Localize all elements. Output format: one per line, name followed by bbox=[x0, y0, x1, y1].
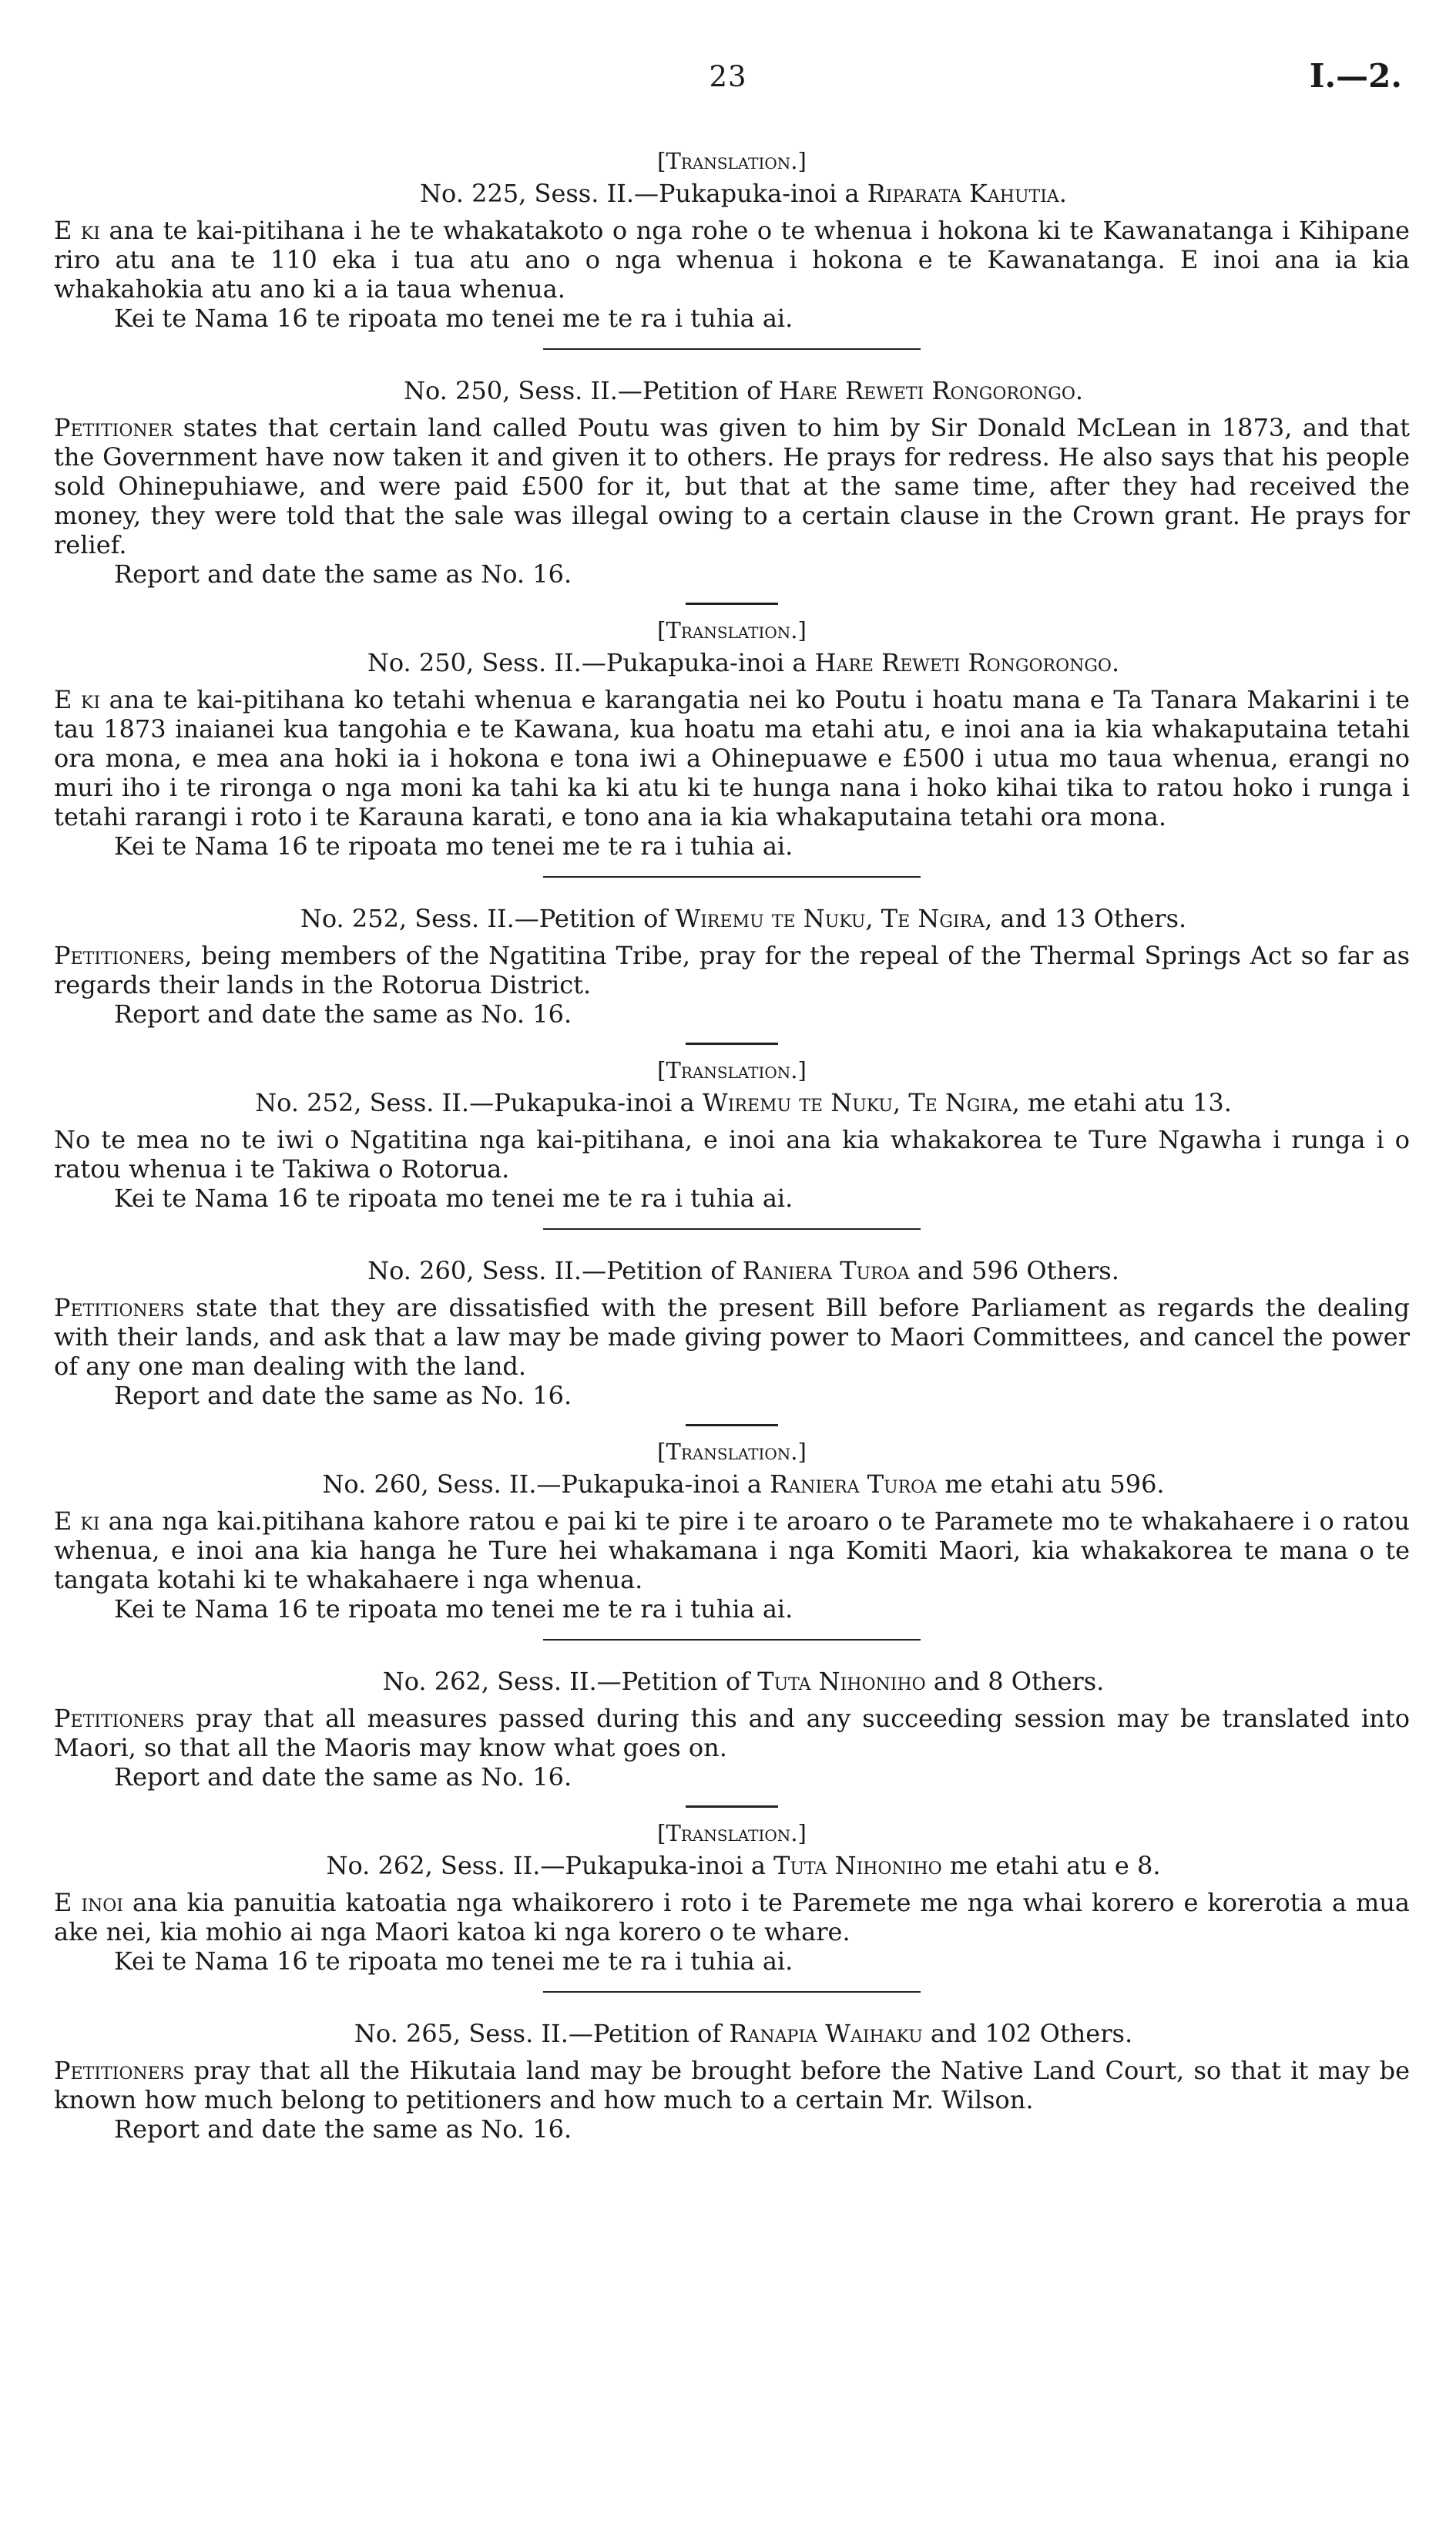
petition-report: Kei te Nama 16 te ripoata mo tenei me te ra i tuhia ai. bbox=[114, 831, 793, 861]
petition-block bbox=[54, 616, 1410, 861]
petition-report: Report and date the same as No. 16. bbox=[114, 1762, 572, 1792]
petition-heading: No. 225, Sess. II.—Pukapuka-inoi a Riparata Kahutia. bbox=[420, 179, 1067, 208]
petition-heading: No. 250, Sess. II.—Pukapuka-inoi a Hare Reweti Rongorongo. bbox=[367, 648, 1120, 677]
petitioner-names: Hare Reweti Rongorongo bbox=[778, 376, 1075, 405]
document-body bbox=[54, 146, 1410, 2144]
section-divider bbox=[543, 1228, 921, 1230]
page-number: 23 bbox=[709, 60, 747, 93]
petition-block bbox=[54, 1819, 1410, 1976]
petition-heading: No. 252, Sess. II.—Pukapuka-inoi a Wiremu te Nuku, Te Ngira, me etahi atu 13. bbox=[255, 1088, 1232, 1117]
petition-block bbox=[54, 901, 1410, 1029]
petition-heading: No. 250, Sess. II.—Petition of Hare Reweti Rongorongo. bbox=[403, 376, 1084, 405]
petitioner-names: Hare Reweti Rongorongo bbox=[814, 648, 1112, 677]
petition-block bbox=[54, 146, 1410, 333]
petition-body: E ki ana te kai-pitihana ko tetahi whenua e karangatia nei ko Poutu i hoatu mana e Ta Tanara Makarini i te tau 1873 inaianei kua tangohia e te Kawana, kua hoatu ma etahi atu, e inoi ana ia kia whakaputaina tetahi ora mona, e mea ana hoki ia i hokona e tona iwi a Ohinepuawe e £500 i utua mo taua whenua, erangi no muri iho i te rironga o nga moni ka tahi ka ki atu ki te hunga nana i hoko kihai tika to ratou hoko i runga i tetahi rarangi i roto i te Karauna karati, e tono ana ia kia whakaputaina tetahi ora mona. bbox=[54, 685, 1410, 831]
translation-tag: [Translation.] bbox=[657, 617, 807, 643]
petition-report: Report and date the same as No. 16. bbox=[114, 999, 572, 1029]
petitioner-names: Tuta Nihoniho bbox=[773, 1851, 942, 1880]
translation-divider bbox=[686, 1805, 778, 1808]
petition-body: Petitioners state that they are dissatisfied with the present Bill before Parliament as regards the dealing with their lands, and ask that a law may be made giving power to Maori Committees, and cancel the power of any one man dealing with the land. bbox=[54, 1293, 1410, 1381]
petition-report: Kei te Nama 16 te ripoata mo tenei me te ra i tuhia ai. bbox=[114, 1594, 793, 1624]
petition-report: Report and date the same as No. 16. bbox=[114, 559, 572, 589]
petition-report: Report and date the same as No. 16. bbox=[114, 2114, 572, 2144]
petition-body: Petitioners pray that all measures passed during this and any succeeding session may be translated into Maori, so that all the Maoris may know what goes on. bbox=[54, 1704, 1410, 1762]
petition-heading: No. 265, Sess. II.—Petition of Ranapia Waihaku and 102 Others. bbox=[354, 2019, 1133, 2048]
section-divider bbox=[543, 1639, 921, 1641]
petitioner-names: Raniera Turoa bbox=[770, 1469, 938, 1499]
petition-body: E ki ana nga kai.pitihana kahore ratou e pai ki te pire i te aroaro o te Paramete mo te whakahaere i o ratou whenua, e inoi ana kia hanga he Ture hei whakamana i nga Komiti Maori, kia whakakorea te mana o te tangata kotahi ki te whakahaere i nga whenua. bbox=[54, 1506, 1410, 1594]
petition-block bbox=[54, 373, 1410, 589]
petition-report: Report and date the same as No. 16. bbox=[114, 1381, 572, 1410]
petition-heading: No. 260, Sess. II.—Pukapuka-inoi a Raniera Turoa me etahi atu 596. bbox=[322, 1469, 1165, 1499]
petition-block bbox=[54, 2016, 1410, 2144]
petition-report: Kei te Nama 16 te ripoata mo tenei me te ra i tuhia ai. bbox=[114, 1946, 793, 1976]
petition-block bbox=[54, 1056, 1410, 1213]
translation-tag: [Translation.] bbox=[657, 1057, 807, 1083]
petition-heading: No. 262, Sess. II.—Pukapuka-inoi a Tuta Nihoniho me etahi atu e 8. bbox=[326, 1851, 1161, 1880]
petitioner-names: Ranapia Waihaku bbox=[729, 2019, 923, 2048]
petition-body: No te mea no te iwi o Ngatitina nga kai-pitihana, e inoi ana kia whakakorea te Ture Ngawha i runga i o ratou whenua i te Takiwa o Rotorua. bbox=[54, 1125, 1410, 1184]
translation-tag: [Translation.] bbox=[657, 1820, 807, 1846]
petition-report: Kei te Nama 16 te ripoata mo tenei me te ra i tuhia ai. bbox=[114, 304, 793, 333]
petition-block bbox=[54, 1664, 1410, 1792]
petition-heading: No. 260, Sess. II.—Petition of Raniera Turoa and 596 Others. bbox=[367, 1256, 1119, 1285]
petition-block bbox=[54, 1253, 1410, 1410]
petition-body: Petitioner states that certain land called Poutu was given to him by Sir Donald McLean in 1873, and that the Government have now taken it and given it to others. He prays for redress. He also says that his people sold Ohinepuhiawe, and were paid £500 for it, but that at the same time, after they had received the money, they were told that the sale was illegal owing to a certain clause in the Crown grant. He prays for relief. bbox=[54, 413, 1410, 559]
petitioner-names: Tuta Nihoniho bbox=[757, 1667, 926, 1696]
section-divider bbox=[543, 876, 921, 878]
petitioner-names: Raniera Turoa bbox=[742, 1256, 910, 1285]
petition-body: E inoi ana kia panuitia katoatia nga whaikorero i roto i te Paremete me nga whai korero e korerotia a mua ake nei, kia mohio ai nga Maori katoa ki nga korero o te whare. bbox=[54, 1888, 1411, 1946]
translation-tag: [Translation.] bbox=[657, 148, 807, 174]
petition-body: Petitioners, being members of the Ngatitina Tribe, pray for the repeal of the Thermal Springs Act so far as regards their lands in the Rotorua District. bbox=[54, 941, 1410, 999]
translation-divider bbox=[686, 603, 778, 605]
section-divider bbox=[543, 348, 921, 350]
section-divider bbox=[543, 1991, 921, 1993]
translation-tag: [Translation.] bbox=[657, 1439, 807, 1465]
petition-report: Kei te Nama 16 te ripoata mo tenei me te ra i tuhia ai. bbox=[114, 1184, 793, 1213]
petition-heading: No. 262, Sess. II.—Petition of Tuta Nihoniho and 8 Others. bbox=[382, 1667, 1105, 1696]
petition-heading: No. 252, Sess. II.—Petition of Wiremu te Nuku, Te Ngira, and 13 Others. bbox=[300, 904, 1187, 933]
petitioner-names: Riparata Kahutia bbox=[867, 179, 1059, 208]
translation-divider bbox=[686, 1043, 778, 1045]
translation-divider bbox=[686, 1424, 778, 1426]
petitioner-names: Wiremu te Nuku, Te Ngira, bbox=[675, 904, 993, 933]
petition-body: Petitioners pray that all the Hikutaia land may be brought before the Native Land Court, so that it may be known how much belong to petitioners and how much to a certain Mr. Wilson. bbox=[54, 2056, 1410, 2114]
petition-body: E ki ana te kai-pitihana i he te whakatakoto o nga rohe o te whenua i hokona ki te Kawanatanga i Kihipane riro atu ana te 110 eka i tua atu ano o nga whenua i hokona e te Kawanatanga. E inoi ana ia kia whakahokia atu ano ki a ia taua whenua. bbox=[54, 216, 1410, 304]
petitioner-names: Wiremu te Nuku, Te Ngira, bbox=[702, 1088, 1020, 1117]
petition-block bbox=[54, 1437, 1410, 1624]
paper-code: I.—2. bbox=[1309, 57, 1402, 95]
